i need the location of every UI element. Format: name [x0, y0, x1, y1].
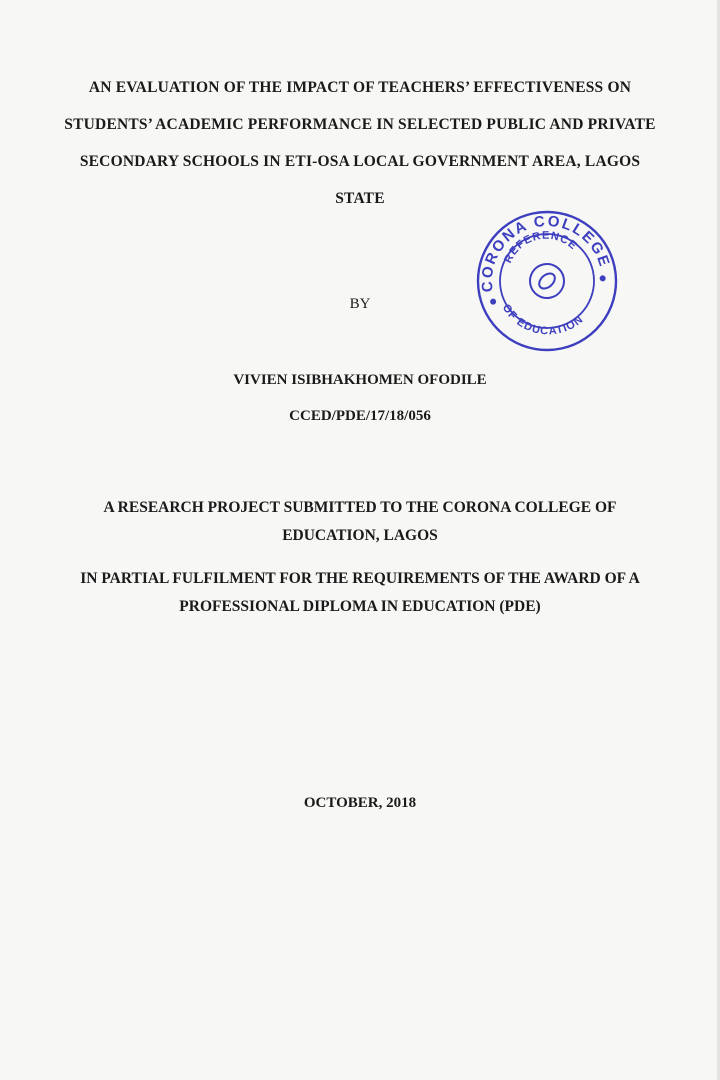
stamp-outer-text: CORONA COLLEGE: [478, 212, 614, 293]
title-line-4: STATE: [335, 190, 385, 207]
submission-line-1: A RESEARCH PROJECT SUBMITTED TO THE CORONA COLLEGE OF: [103, 499, 617, 516]
title-line-1: AN EVALUATION OF THE IMPACT OF TEACHERS’ EFFECTIVENESS ON: [88, 79, 632, 96]
submission-line-2: EDUCATION, LAGOS: [282, 527, 438, 544]
fulfilment-line-1: IN PARTIAL FULFILMENT FOR THE REQUIREMENTS OF THE AWARD OF A: [80, 570, 640, 587]
fulfilment-line-2: PROFESSIONAL DIPLOMA IN EDUCATION (PDE): [179, 598, 541, 615]
submission-date: OCTOBER, 2018: [303, 795, 417, 811]
title-line-2: STUDENTS’ ACADEMIC PERFORMANCE IN SELECTED PUBLIC AND PRIVATE: [64, 116, 656, 133]
stamp-middle-text: REFERENCE: [502, 229, 580, 266]
by-label: BY: [349, 296, 371, 312]
matric-number: CCED/PDE/17/18/056: [289, 408, 431, 424]
author-name: VIVIEN ISIBHAKHOMEN OFODILE: [233, 372, 487, 388]
title-line-3: SECONDARY SCHOOLS IN ETI-OSA LOCAL GOVERNMENT AREA, LAGOS: [79, 153, 641, 170]
project-title: [0, 73, 720, 221]
college-stamp: [474, 208, 620, 354]
stamp-inner-text: OF EDUCATION: [499, 302, 586, 338]
